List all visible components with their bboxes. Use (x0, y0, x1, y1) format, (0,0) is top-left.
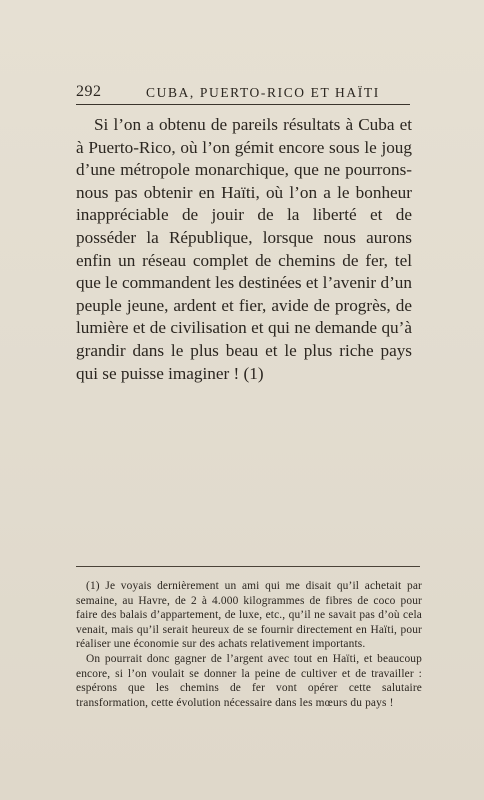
page-header (76, 83, 410, 105)
body-paragraph: Si l’on a obtenu de pareils résultats à Cuba et à Puerto-Rico, où l’on gémit encore sous le joug d’une métropole monarchique, que ne pourrons-nous pas obtenir en Haïti, où l’on a le bonheur inappréciable de jouir de la liberté et de posséder la République, lorsque nous aurons enfin un réseau complet de chemins de fer, tel que le commandent les destinées et l’avenir d’un peuple jeune, ardent et fier, avide de progrès, de lumière et de civilisation et qui ne demande qu’à grandir dans le plus beau et le plus riche pays qui se puisse imaginer ! (1) (76, 115, 412, 383)
footnote-1-continuation: On pourrait donc gagner de l’argent avec tout en Haïti, et beaucoup encore, si l’on voulait se donner la peine de cultiver et de travailler : espérons que les chemins de fer vont opérer cette salutaire transformation, cette évolution nécessaire dans les mœurs du pays ! (76, 652, 422, 709)
footnote-1: (1) Je voyais dernièrement un ami qui me disait qu’il achetait par semaine, au Havre, de 2 à 4.000 kilogrammes de fibres de coco pour faire des balais d’appartement, de luxe, etc., qu’il ne savait pas d’où cela venait, mais qu’il serait heureux de se fournir directement en Haïti, pour réaliser une économie sur des achats relativement importants. (76, 580, 422, 651)
header-rule (76, 104, 410, 105)
footnote-rule (76, 566, 420, 567)
footnotes (76, 579, 422, 710)
running-title: CUBA, PUERTO-RICO ET HAÏTI (146, 85, 380, 100)
page-number: 292 (76, 83, 102, 100)
